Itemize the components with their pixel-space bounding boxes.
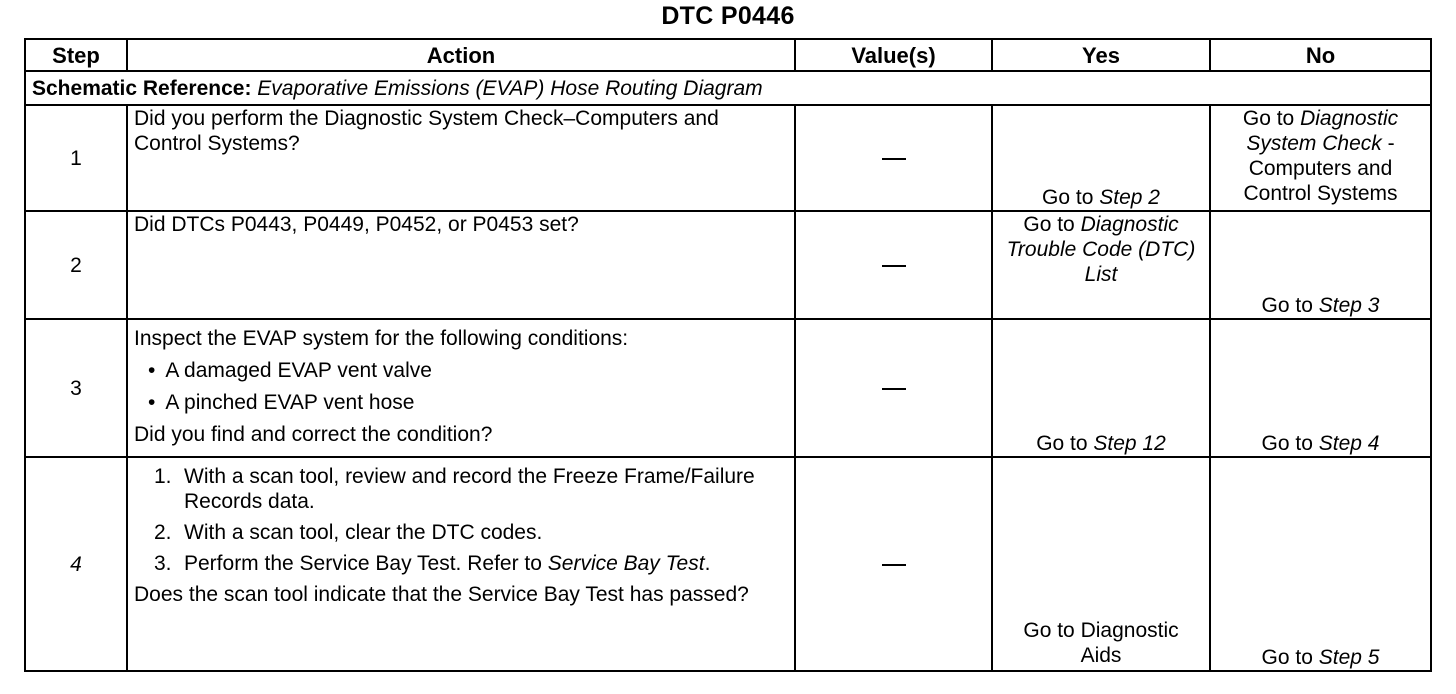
list-item: 2. With a scan tool, clear the DTC codes. <box>154 521 543 544</box>
list-item: • A damaged EVAP vent valve <box>148 358 788 383</box>
value-cell <box>795 211 992 319</box>
table-row <box>25 105 1431 211</box>
table-row <box>25 211 1431 319</box>
yes-cell[interactable] <box>992 457 1210 671</box>
value-cell <box>795 457 992 671</box>
header-row <box>25 39 1431 71</box>
yes-cell[interactable]: Go to Diagnostic Trouble Code (DTC) List <box>992 211 1210 319</box>
action-question: Does the scan tool indicate that the Service Bay Test has passed? <box>134 583 749 606</box>
action-cell <box>127 457 795 671</box>
schematic-reference-row <box>25 71 1431 105</box>
value-cell <box>795 105 992 211</box>
table-row <box>25 319 1431 457</box>
action-question: Did you find and correct the condition? <box>134 423 493 446</box>
dash-mark <box>882 158 906 160</box>
action-text: Did you perform the Diagnostic System Check–Computers and Control Systems? <box>127 105 795 211</box>
list-item: • A pinched EVAP vent hose <box>148 390 788 415</box>
value-cell <box>795 319 992 457</box>
step-number: 4 <box>25 457 127 671</box>
yes-link[interactable]: Step 12 <box>1093 432 1166 455</box>
dash-mark <box>882 388 906 390</box>
no-cell[interactable]: Go to Step 5 <box>1210 457 1431 671</box>
no-link[interactable]: Step 5 <box>1318 646 1380 669</box>
yes-text[interactable]: Go to Diagnostic Aids <box>1023 619 1179 667</box>
yes-cell[interactable]: Go to Step 2 <box>992 105 1210 211</box>
action-intro: Inspect the EVAP system for the following conditions: <box>134 327 629 350</box>
step-number: 3 <box>25 319 127 457</box>
no-link[interactable]: Step 3 <box>1318 294 1380 317</box>
dash-mark <box>882 564 906 566</box>
no-cell[interactable]: Go to Diagnostic System Check - Computers and Control Systems <box>1210 105 1431 211</box>
schematic-label: Schematic Reference: <box>32 76 252 100</box>
list-item: 1. With a scan tool, review and record the Freeze Frame/Failure Records data. <box>154 465 755 513</box>
list-item: 3. Perform the Service Bay Test. Refer to Service Bay Test. <box>154 552 711 575</box>
yes-link[interactable]: Diagnostic Trouble Code (DTC) List <box>1006 213 1196 286</box>
step-number: 2 <box>25 211 127 319</box>
yes-link[interactable]: Step 2 <box>1099 186 1160 209</box>
table-row <box>25 457 1431 671</box>
no-link[interactable]: Step 4 <box>1318 432 1380 455</box>
diagnostic-table <box>24 38 1432 672</box>
document-title: DTC P0446 <box>661 2 795 30</box>
header-values: Value(s) <box>795 39 992 71</box>
step-number: 1 <box>25 105 127 211</box>
schematic-link[interactable]: Evaporative Emissions (EVAP) Hose Routing Diagram <box>257 76 763 100</box>
no-cell[interactable]: Go to Step 4 <box>1210 319 1431 457</box>
header-action: Action <box>127 39 795 71</box>
yes-cell[interactable]: Go to Step 12 <box>992 319 1210 457</box>
action-cell <box>127 319 795 457</box>
header-no: No <box>1210 39 1431 71</box>
dash-mark <box>882 265 906 267</box>
action-text: Did DTCs P0443, P0449, P0452, or P0453 set? <box>127 211 795 319</box>
no-link[interactable]: Diagnostic System Check <box>1246 107 1399 155</box>
condition-list <box>134 358 788 415</box>
procedure-list <box>134 464 788 576</box>
header-yes: Yes <box>992 39 1210 71</box>
header-step: Step <box>25 39 127 71</box>
service-bay-test-link[interactable]: Service Bay Test <box>547 552 705 575</box>
no-cell[interactable]: Go to Step 3 <box>1210 211 1431 319</box>
